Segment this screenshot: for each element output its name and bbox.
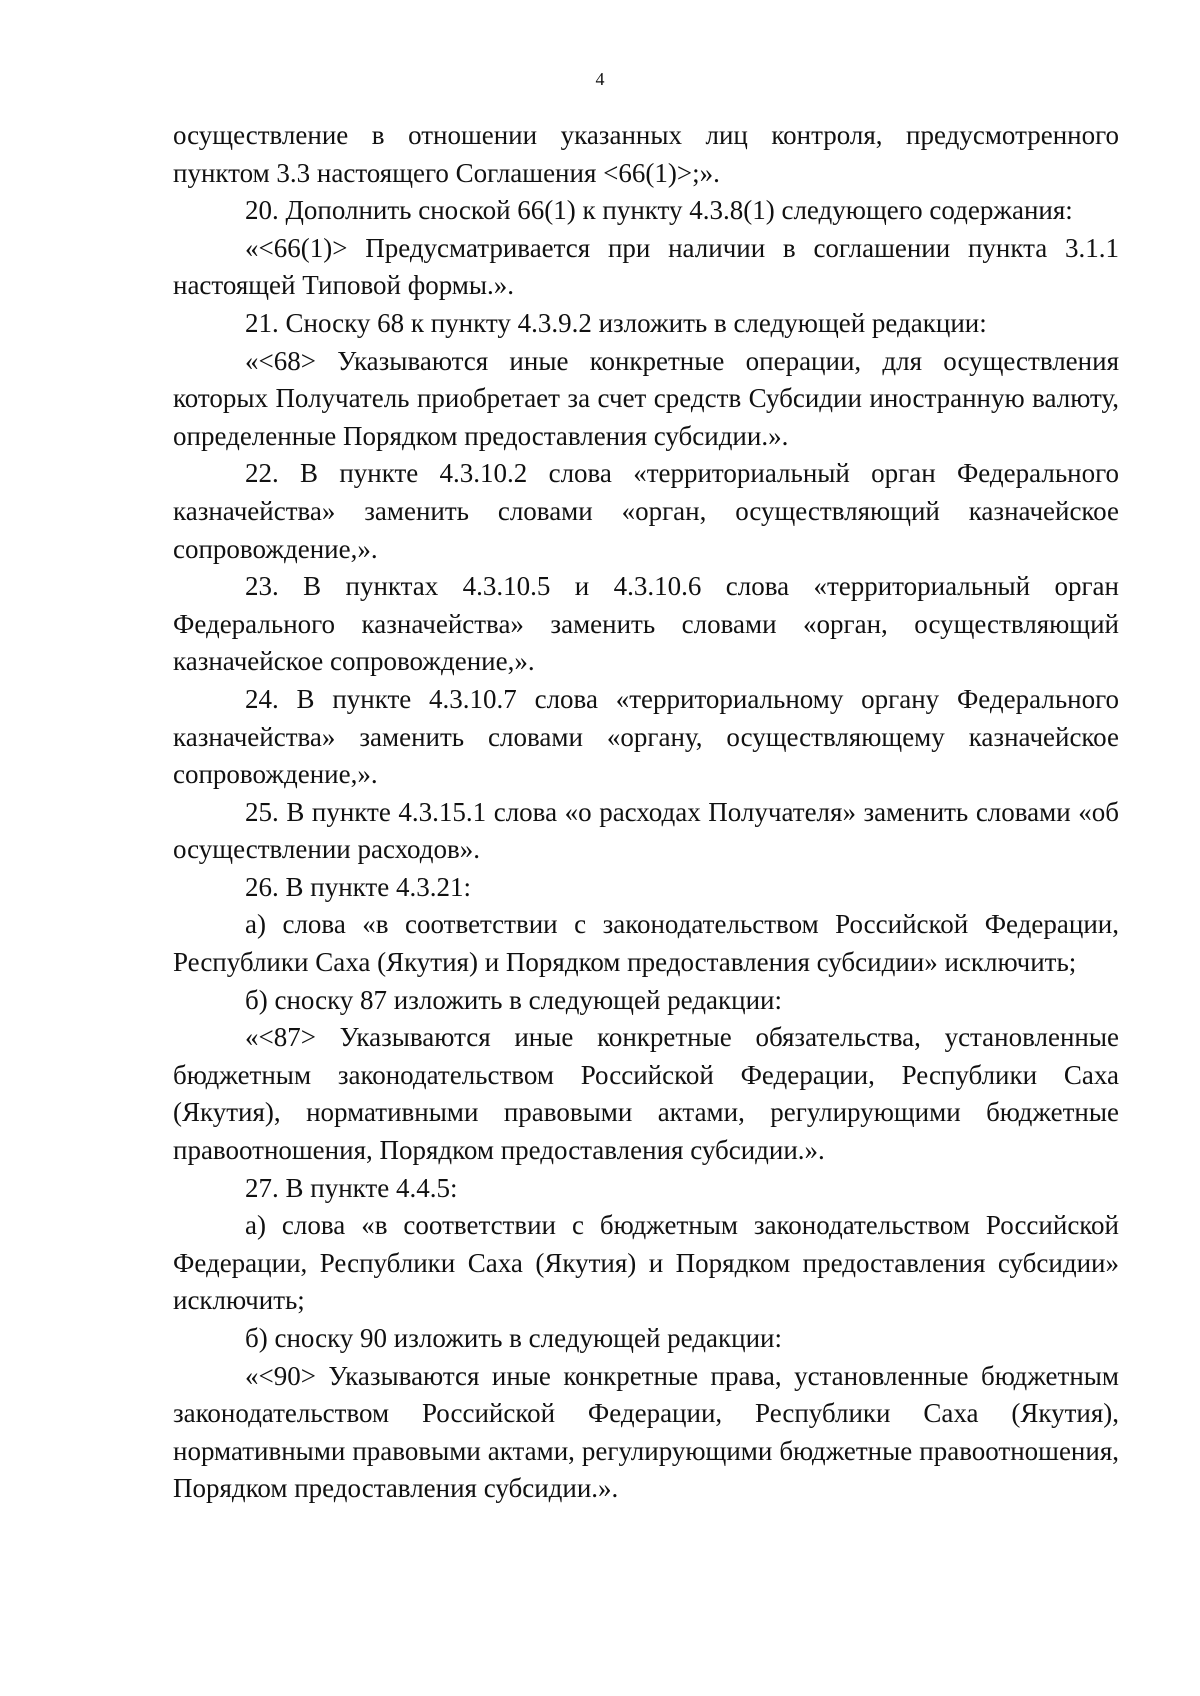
paragraph: 23. В пунктах 4.3.10.5 и 4.3.10.6 слова «территориальный орган Федерального казначейства» заменить словами «орган, осуществляющий казначейское сопровождение,». xyxy=(173,571,1119,677)
paragraph: 22. В пункте 4.3.10.2 слова «территориальный орган Федерального казначейства» заменить словами «орган, осуществляющий казначейское сопровождение,». xyxy=(173,458,1119,564)
document-body xyxy=(173,117,1119,1508)
paragraph: 24. В пункте 4.3.10.7 слова «территориальному органу Федерального казначейства» заменить словами «органу, осуществляющему казначейское сопровождение,». xyxy=(173,683,1119,790)
page-number: 4 xyxy=(595,69,605,89)
paragraph: «<90> Указываются иные конкретные права, установленные бюджетным законодательством Российской Федерации, Республики Саха (Якутия), нормативными правовыми актами, регулирующими бюджетные правоотношения, Порядком предоставления субсидии.». xyxy=(173,1360,1119,1504)
paragraph: 26. В пункте 4.3.21: xyxy=(245,871,471,902)
paragraph: «<68> Указываются иные конкретные операции, для осуществления которых Получатель приобретает за счет средств Субсидии иностранную валюту, определенные Порядком предоставления субсидии.». xyxy=(173,345,1119,451)
paragraph: 21. Сноску 68 к пункту 4.3.9.2 изложить в следующей редакции: xyxy=(245,307,987,338)
paragraph: 25. В пункте 4.3.15.1 слова «о расходах Получателя» заменить словами «об осуществлении расходов». xyxy=(173,796,1119,865)
paragraph: 20. Дополнить сноской 66(1) к пункту 4.3.8(1) следующего содержания: xyxy=(245,195,1073,226)
paragraph: б) сноску 87 изложить в следующей редакции: xyxy=(245,984,782,1015)
paragraph: «<66(1)> Предусматривается при наличии в соглашении пункта 3.1.1 настоящей Типовой формы.». xyxy=(173,232,1119,301)
paragraph: «<87> Указываются иные конкретные обязательства, установленные бюджетным законодательством Российской Федерации, Республики Саха (Якутия), нормативными правовыми актами, регулирующими бюджетные правоотношения, Порядком предоставления субсидии.». xyxy=(173,1022,1119,1166)
paragraph: а) слова «в соответствии с бюджетным законодательством Российской Федерации, Республики Саха (Якутия) и Порядком предоставления субсидии» исключить; xyxy=(173,1210,1119,1316)
paragraph: б) сноску 90 изложить в следующей редакции: xyxy=(245,1323,782,1353)
paragraph: а) слова «в соответствии с законодательством Российской Федерации, Республики Саха (Якутия) и Порядком предоставления субсидии» исключить; xyxy=(173,909,1119,978)
paragraph: 27. В пункте 4.4.5: xyxy=(245,1172,458,1203)
paragraph: осуществление в отношении указанных лиц контроля, предусмотренного пунктом 3.3 настоящего Соглашения <66(1)>;». xyxy=(173,120,1119,188)
